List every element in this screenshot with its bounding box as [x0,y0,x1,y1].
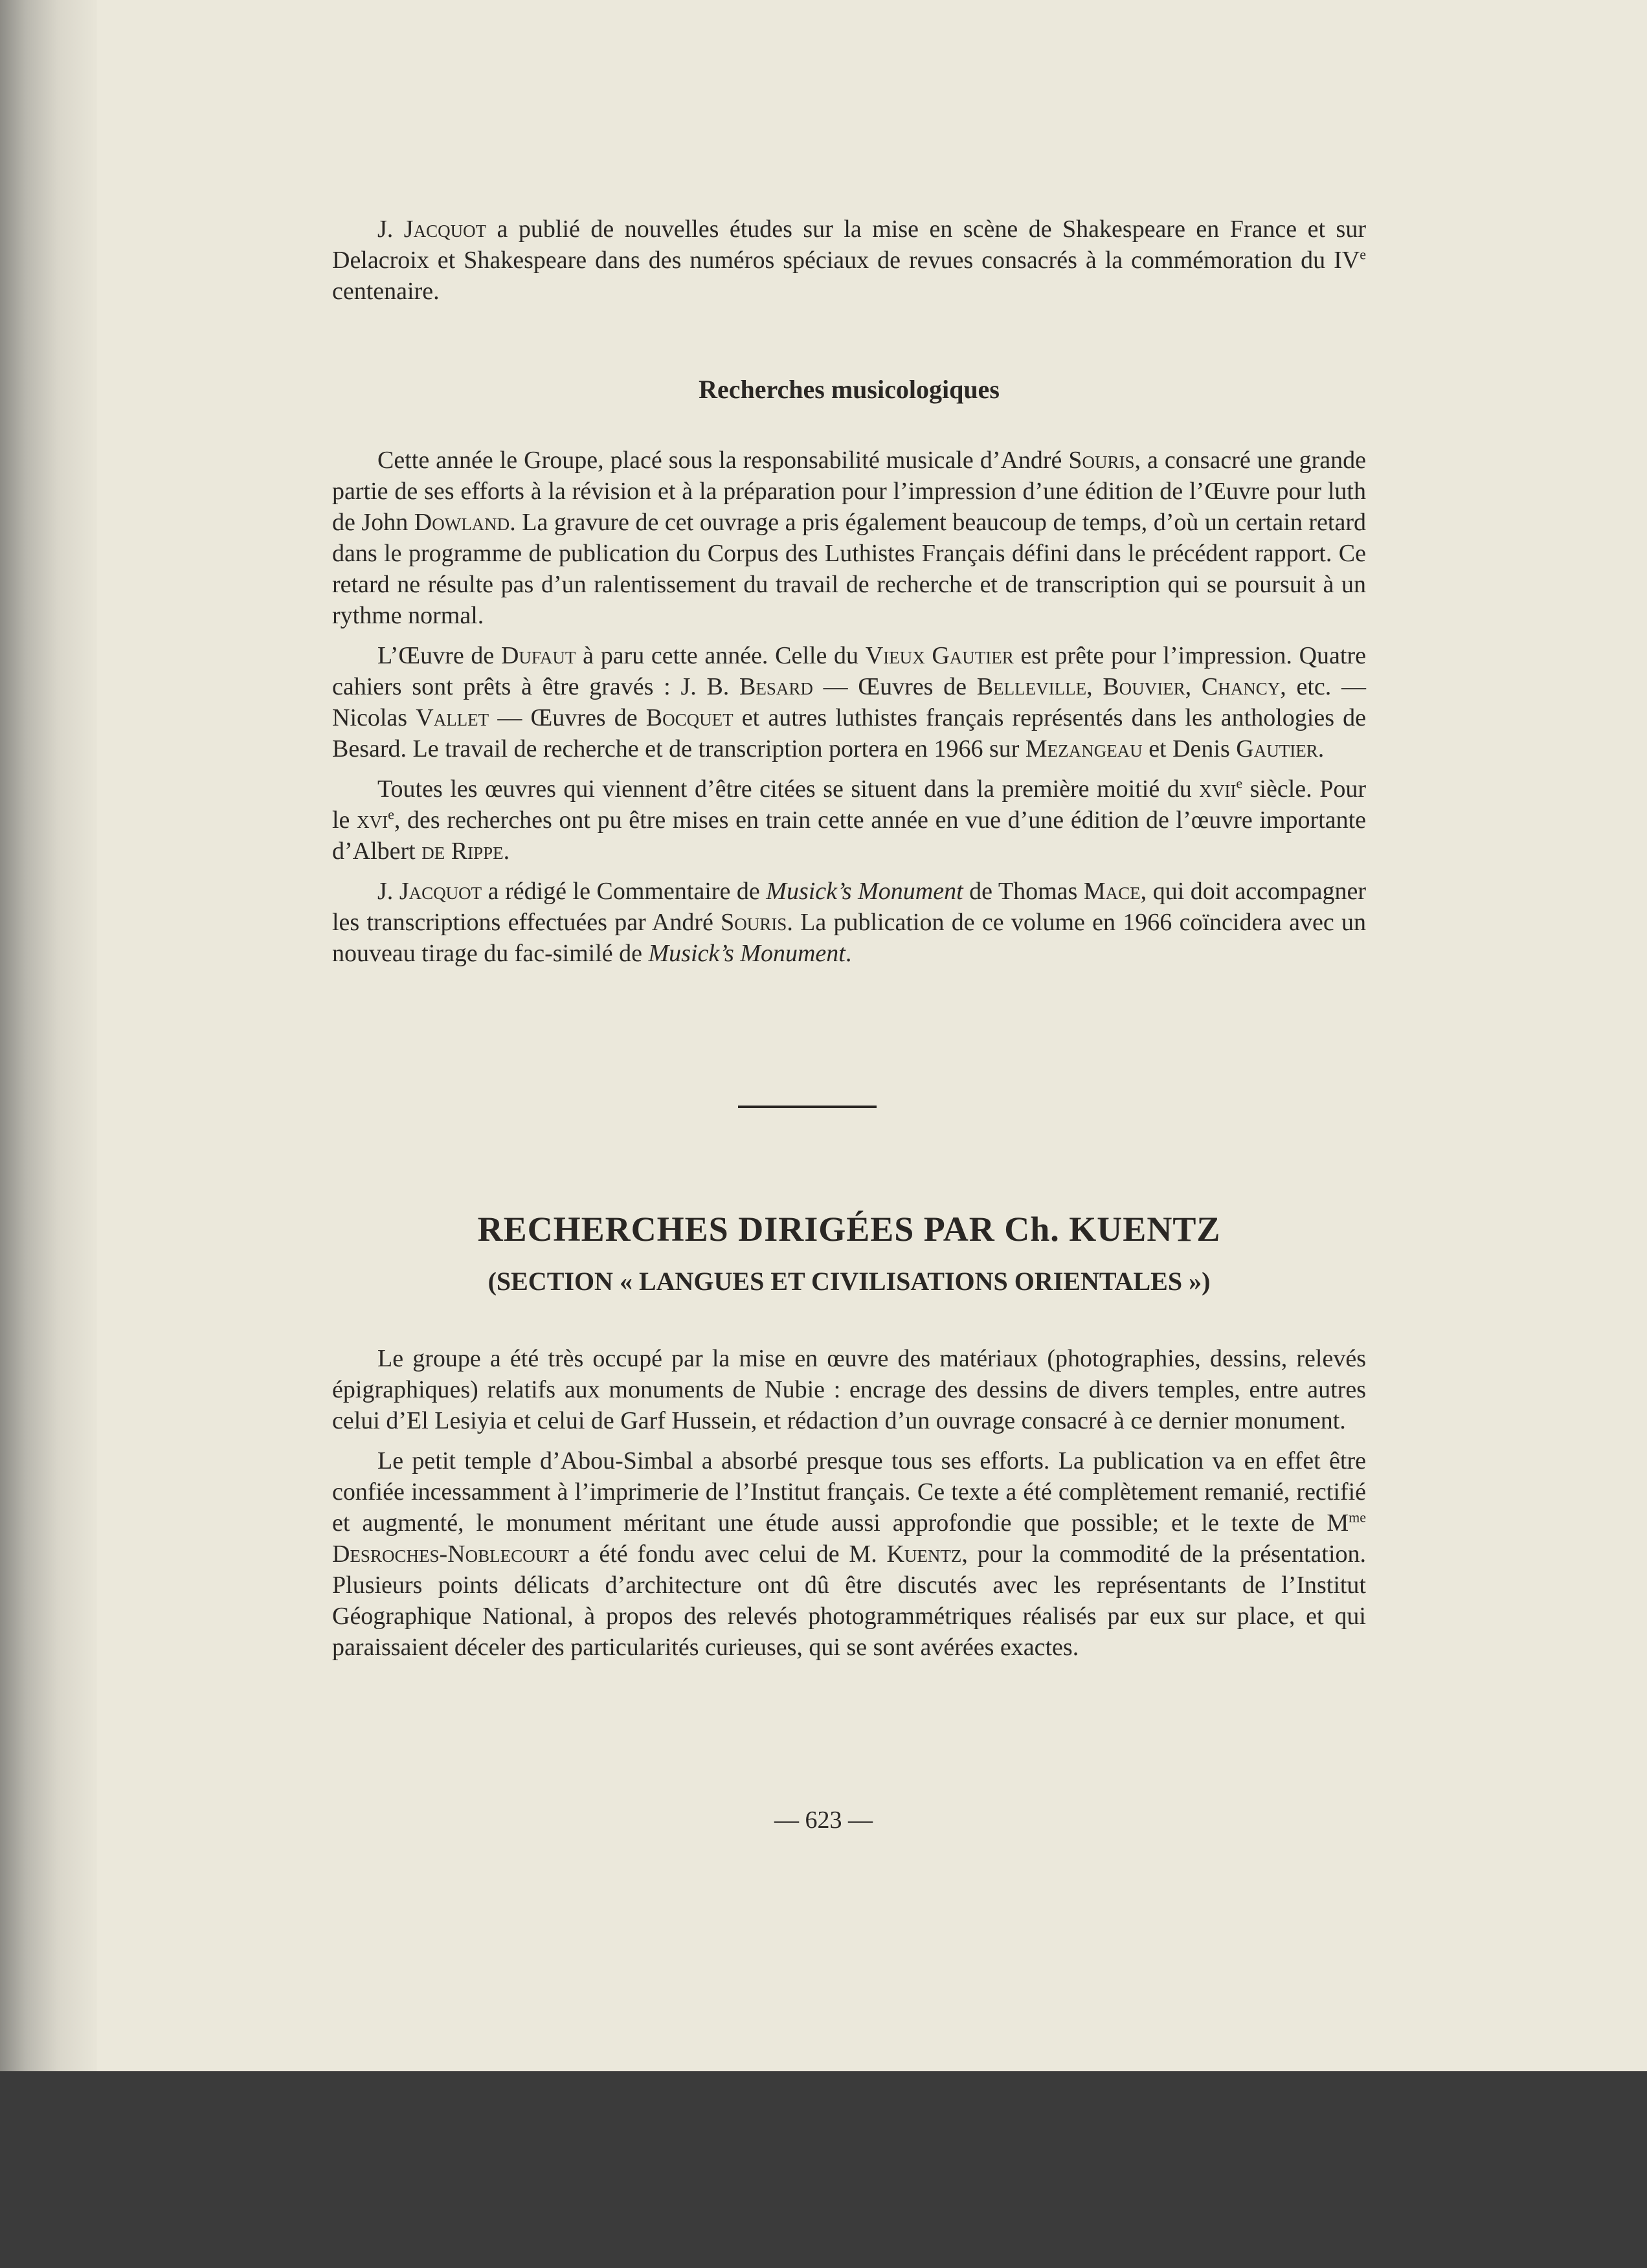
section-divider [738,1106,877,1108]
text-run: à paru cette année. Celle du [576,642,866,669]
small-caps-name: Bouvier [1103,673,1185,700]
text-run: J. [377,878,399,905]
small-caps-name: Mace [1083,878,1141,905]
small-caps-name: Desroches-Noblecourt [332,1540,569,1568]
text-run: — Œuvres de [812,673,977,700]
paragraph [332,640,1366,764]
paragraph [332,1445,1366,1663]
superscript: e [388,806,394,823]
text-run: , qui doit accompagner les transcriptions effectuées par André [332,878,1367,936]
text-run: . La publication de ce volume en 1966 coïncidera avec un nouveau tirage du fac-similé de [332,909,1366,967]
text-run: et autres luthistes français représentés dans les anthologies de Besard. Le travail de recherche et de transcription portera en 1966 sur [332,704,1367,762]
superscript: e [1236,775,1243,792]
text-run: et Denis [1142,735,1237,762]
text-run: . [503,838,510,865]
text-run: L’Œuvre de [377,642,501,669]
text-run: , [1185,673,1202,700]
italic-title: Musick’s Monument [766,878,963,905]
small-caps-name: Bocquet [645,704,734,731]
text-run: centenaire. [332,278,440,305]
small-caps-name: Jacquot [403,216,487,243]
text-run: , [1086,673,1103,700]
text-run: Le petit temple d’Abou-Simbal a absorbé presque tous ses efforts. La publication va en effet être confiée incessamment à l’imprimerie de l’Institut français. Ce texte a été complètement remanié, rectifié et augmenté, le monument méritant une étude aussi approfondie que possible; et le texte de M [332,1447,1366,1537]
small-caps-name: Gautier [1236,735,1318,762]
small-caps-name: Jacquot [399,878,482,905]
paragraph-group [332,445,1366,969]
italic-title: Musick’s Monument [648,940,846,967]
small-caps-name: xvi [357,806,388,834]
page-number: — 623 — [774,1807,873,1834]
section-jacquot [332,214,1366,316]
text-run: Cette année le Groupe, placé sous la responsabilité musicale d’André [377,447,1069,474]
paragraph-group [332,214,1366,307]
small-caps-name: Chancy [1201,673,1281,700]
paragraph-group [332,1343,1366,1663]
small-caps-name: Dufaut [500,642,576,669]
text-run: Le groupe a été très occupé par la mise en œuvre des matériaux (photographies, dessins, relevés épigraphiques) relatifs aux monuments de Nubie : encrage des dessins de divers temples, entre autres celui d’El Lesiyia et celui de Garf Hussein, et rédaction d’un ouvrage consacré à ce dernier monument. [332,1345,1366,1434]
text-run: a rédigé le Commentaire de [482,878,767,905]
text-run: , pour la commodité de la présentation. Plusieurs points délicats d’architecture ont dû être discutés avec les représentants de l’Institut Géographique National, à propos des relevés photogrammétriques réalisés par eux sur place, et qui paraissaient déceler des particularités curieuses, qui se sont avérées exactes. [332,1540,1367,1661]
text-run: siècle. Pour le [332,775,1366,834]
superscript: e [1360,246,1366,263]
section-musicology [332,374,1366,978]
text-run: , des recherches ont pu être mises en train cette année en vue d’une édition de l’œuvre importante d’Albert [332,806,1366,865]
text-run: J. [377,216,404,243]
paragraph [332,876,1366,969]
small-caps-name: Belleville [976,673,1087,700]
small-caps-name: Besard [739,673,813,700]
small-caps-name: Mezangeau [1025,735,1143,762]
section-kuentz [332,1209,1366,1672]
small-caps-name: Dowland [414,509,510,536]
text-run: a publié de nouvelles études sur la mise en scène de Shakespeare en France et sur Delacroix et Shakespeare dans des numéros spéciaux de revues consacrés à la commémoration du IV [332,216,1366,274]
small-caps-name: xvii [1199,775,1237,803]
text-run: . [1317,735,1325,762]
paragraph [332,445,1366,631]
text-run: est prête pour l’impression. Quatre cahiers sont prêts à être gravés : J. B. [332,642,1366,700]
text-run: Toutes les œuvres qui viennent d’être citées se situent dans la première moitié du [377,775,1200,803]
small-caps-name: Vieux Gautier [865,642,1014,669]
text-run: , a consacré une grande partie de ses efforts à la révision et à la préparation pour l’impression d’une édition de l’Œuvre pour luth de John [332,447,1366,536]
small-caps-name: Vallet [416,704,489,731]
text-run: de Thomas [963,878,1084,905]
small-caps-name: Souris [721,909,787,936]
section-heading: Recherches musicologiques [699,375,1000,404]
small-caps-name: de Rippe [421,838,504,865]
book-binding-shadow [0,0,97,2071]
small-caps-name: Souris [1068,447,1135,474]
small-caps-name: Kuentz [886,1540,962,1568]
text-run: — Œuvres de [489,704,646,731]
paragraph [332,1343,1366,1436]
chapter-heading: RECHERCHES DIRIGÉES PAR Ch. KUENTZ [477,1210,1221,1249]
text-run: . [845,940,852,967]
chapter-subheading: (SECTION « LANGUES ET CIVILISATIONS ORIENTALES ») [487,1267,1211,1296]
paragraph [332,773,1366,867]
text-run: a été fondu avec celui de M. [568,1540,887,1568]
paragraph [332,214,1366,307]
text-run: . La gravure de cet ouvrage a pris également beaucoup de temps, d’où un certain retard dans le programme de publication du Corpus des Luthistes Français défini dans le précédent rapport. Ce retard ne résulte pas d’un ralentissement du travail de recherche et de transcription qui se poursuit à un rythme normal. [332,509,1366,629]
text-run: , etc. — Nicolas [332,673,1366,731]
superscript: me [1349,1509,1366,1526]
